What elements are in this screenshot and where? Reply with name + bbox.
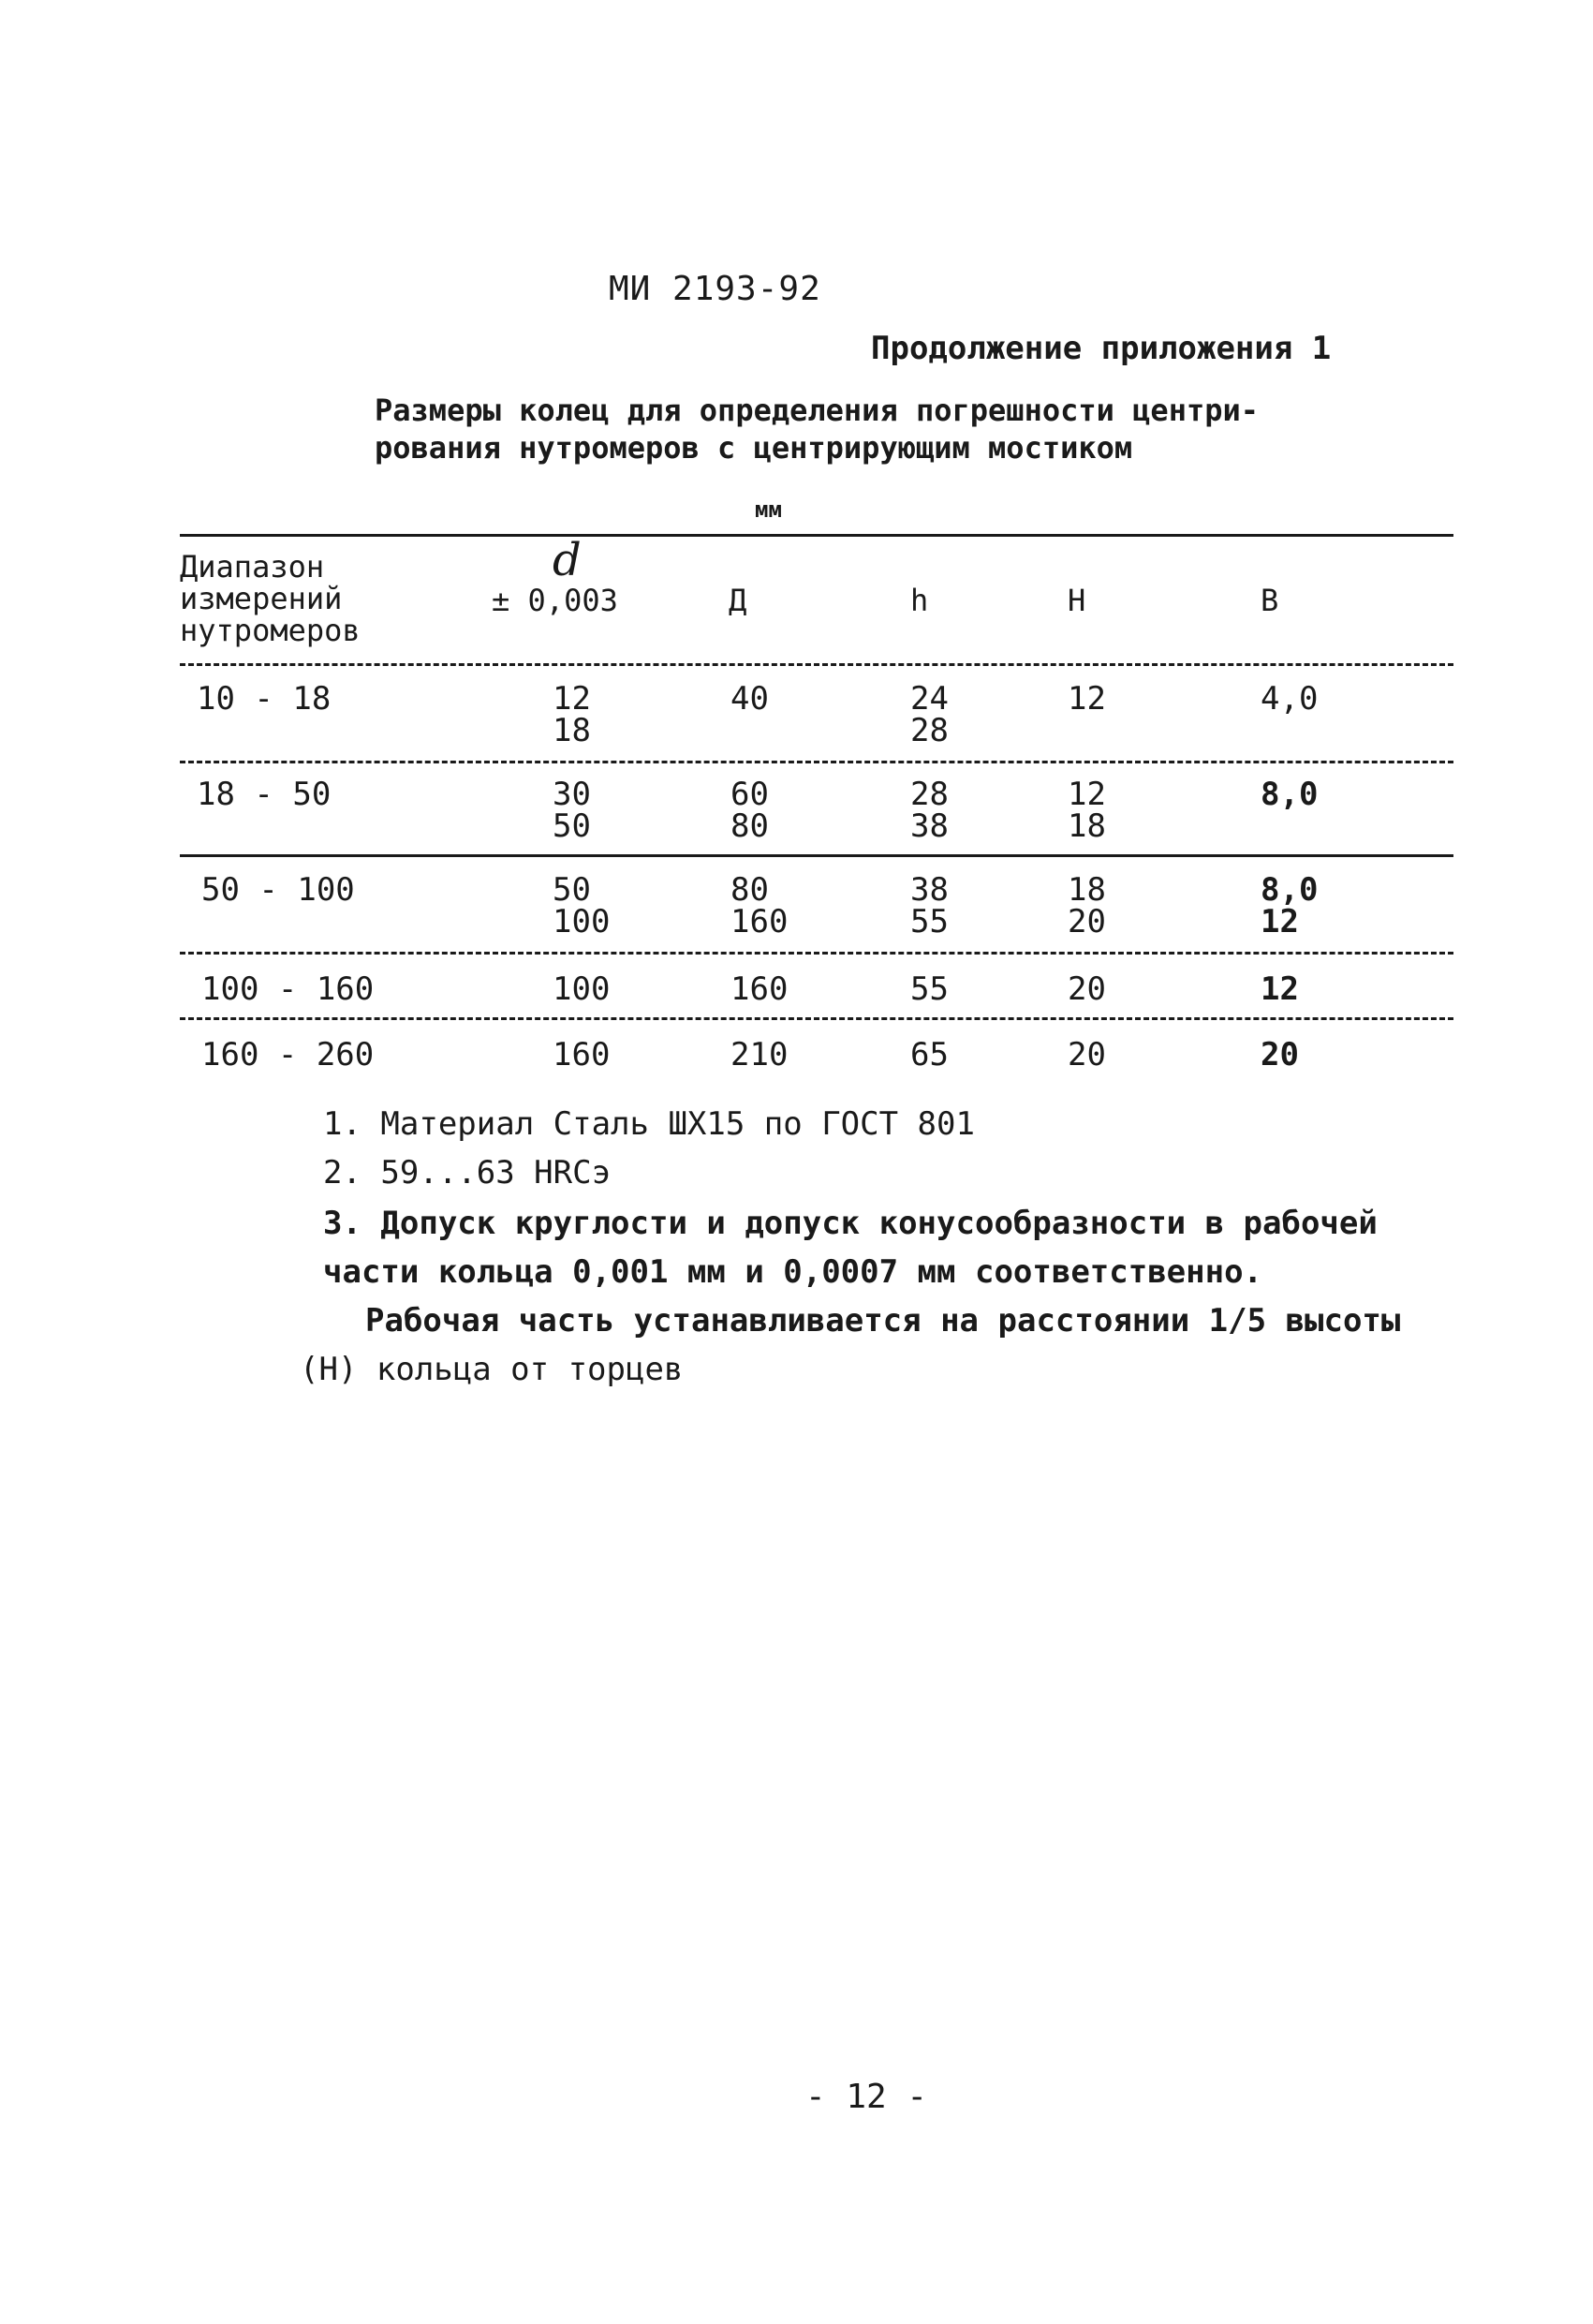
caption-line-2: рования нутромеров с центрирующим мостиком bbox=[375, 430, 1133, 466]
cell-B: 8,0 bbox=[1261, 871, 1319, 909]
table-top-rule bbox=[180, 534, 1453, 537]
cell-B: 4,0 bbox=[1261, 680, 1319, 718]
row-divider-1 bbox=[180, 761, 1453, 763]
note-4-line-2: (H) кольца от торцев bbox=[300, 1351, 684, 1388]
cell-H: 12 bbox=[1068, 680, 1106, 718]
header-d-symbol: d bbox=[553, 534, 582, 586]
header-range-line-2: измерений bbox=[180, 581, 343, 616]
header-d-tolerance: ± 0,003 bbox=[492, 583, 618, 618]
cell-d: 18 bbox=[553, 712, 591, 749]
cell-h: 55 bbox=[910, 903, 949, 940]
page-number: - 12 - bbox=[805, 2078, 928, 2116]
cell-range: 50 - 100 bbox=[201, 871, 355, 909]
cell-D: 160 bbox=[730, 970, 789, 1008]
note-3-line-2: части кольца 0,001 мм и 0,0007 мм соответственно. bbox=[323, 1253, 1263, 1291]
cell-h: 38 bbox=[910, 871, 949, 909]
caption-line-1: Размеры колец для определения погрешности центри- bbox=[375, 392, 1260, 428]
cell-d: 12 bbox=[553, 680, 591, 718]
cell-d: 100 bbox=[553, 903, 611, 940]
cell-h: 28 bbox=[910, 712, 949, 749]
note-4-line-1: Рабочая часть устанавливается на расстоянии 1/5 высоты bbox=[365, 1302, 1401, 1340]
cell-B: 12 bbox=[1261, 903, 1299, 940]
cell-D: 40 bbox=[730, 680, 769, 718]
cell-H: 18 bbox=[1068, 807, 1106, 845]
cell-h: 55 bbox=[910, 970, 949, 1008]
cell-H: 20 bbox=[1068, 1036, 1106, 1073]
cell-range: 160 - 260 bbox=[201, 1036, 375, 1073]
cell-H: 18 bbox=[1068, 871, 1106, 909]
cell-D: 160 bbox=[730, 903, 789, 940]
cell-d: 50 bbox=[553, 871, 591, 909]
cell-H: 20 bbox=[1068, 903, 1106, 940]
cell-d: 30 bbox=[553, 776, 591, 813]
cell-B: 8,0 bbox=[1261, 776, 1319, 813]
cell-H: 12 bbox=[1068, 776, 1106, 813]
header-H: H bbox=[1068, 583, 1086, 618]
note-3-line-1: 3. Допуск круглости и допуск конусообразности в рабочей bbox=[323, 1205, 1378, 1242]
note-2: 2. 59...63 HRCэ bbox=[323, 1154, 612, 1192]
cell-h: 28 bbox=[910, 776, 949, 813]
cell-d: 50 bbox=[553, 807, 591, 845]
document-code: МИ 2193-92 bbox=[609, 270, 821, 308]
cell-D: 210 bbox=[730, 1036, 789, 1073]
cell-B: 12 bbox=[1261, 970, 1299, 1008]
header-D: Д bbox=[729, 583, 747, 618]
cell-range: 10 - 18 bbox=[197, 680, 332, 718]
header-range-line-3: нутромеров bbox=[180, 613, 361, 648]
cell-h: 24 bbox=[910, 680, 949, 718]
table-unit: мм bbox=[755, 496, 782, 523]
cell-d: 100 bbox=[553, 970, 611, 1008]
table-caption bbox=[375, 392, 1452, 466]
cell-d: 160 bbox=[553, 1036, 611, 1073]
cell-range: 18 - 50 bbox=[197, 776, 332, 813]
cell-D: 80 bbox=[730, 807, 769, 845]
note-1: 1. Материал Сталь ШХ15 по ГОСТ 801 bbox=[323, 1105, 975, 1143]
continuation-heading: Продолжение приложения 1 bbox=[871, 330, 1332, 367]
header-range-line-1: Диапазон bbox=[180, 549, 325, 585]
row-divider-2 bbox=[180, 854, 1453, 857]
cell-range: 100 - 160 bbox=[201, 970, 375, 1008]
cell-H: 20 bbox=[1068, 970, 1106, 1008]
cell-D: 80 bbox=[730, 871, 769, 909]
row-divider-4 bbox=[180, 1017, 1453, 1020]
cell-D: 60 bbox=[730, 776, 769, 813]
header-h: h bbox=[910, 583, 929, 618]
header-B: B bbox=[1261, 583, 1279, 618]
cell-B: 20 bbox=[1261, 1036, 1299, 1073]
row-divider-3 bbox=[180, 952, 1453, 955]
table-header-rule bbox=[180, 663, 1453, 666]
cell-h: 65 bbox=[910, 1036, 949, 1073]
cell-h: 38 bbox=[910, 807, 949, 845]
